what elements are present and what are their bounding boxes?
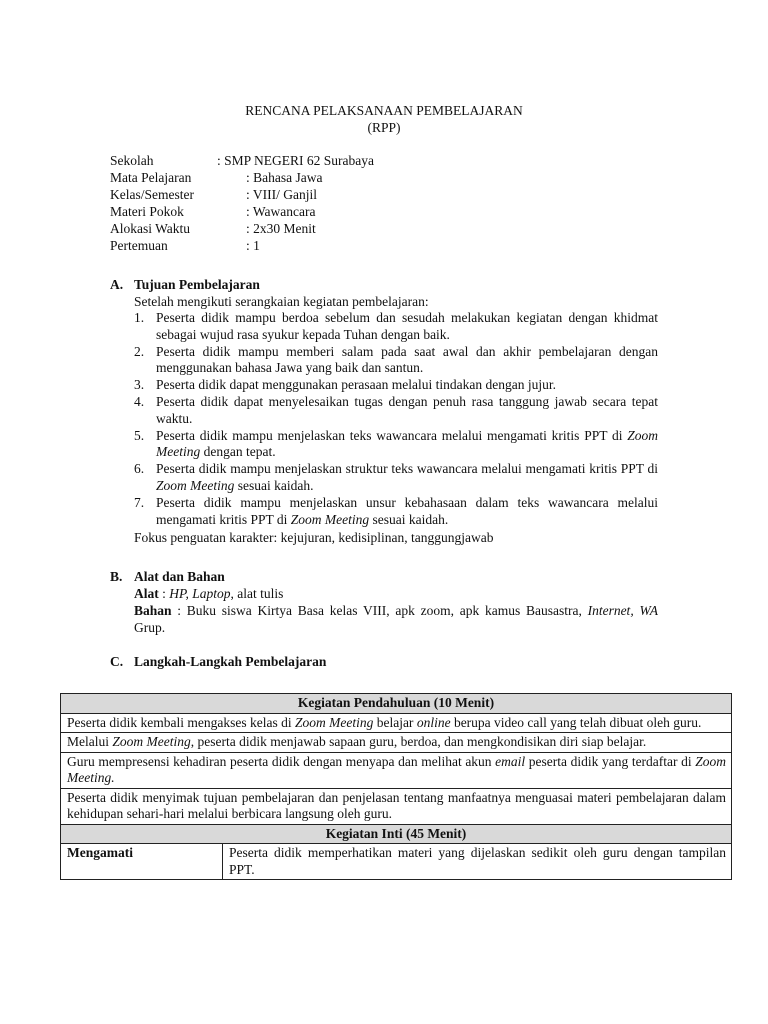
info-label: Sekolah bbox=[110, 153, 154, 168]
list-item bbox=[134, 377, 658, 394]
list-number: 2. bbox=[134, 343, 145, 359]
cell-text: Peserta didik kembali mengakses kelas di bbox=[67, 714, 295, 730]
cell-italic: email bbox=[495, 753, 526, 769]
activity-description: Peserta didik memperhatikan materi yang dijelaskan sedikit oleh guru dengan tampilan PPT. bbox=[223, 844, 732, 880]
info-value: : SMP NEGERI 62 Surabaya bbox=[217, 153, 374, 168]
info-label: Kelas/Semester bbox=[110, 187, 194, 202]
goal-text-italic: Zoom Meeting bbox=[290, 511, 370, 527]
goal-text: sesuai kaidah. bbox=[369, 511, 449, 527]
goal-text: Peserta didik mampu menjelaskan unsur kebahasaan dalam teks wawancara melalui mengamati kritis PPT di bbox=[156, 494, 658, 527]
list-number: 5. bbox=[134, 427, 145, 443]
info-label: Mata Pelajaran bbox=[110, 170, 192, 185]
goal-text: Peserta didik dapat menggunakan perasaan melalui tindakan dengan jujur. bbox=[156, 377, 556, 393]
cell-text: , peserta didik menjawab sapaan guru, berdoa, dan mengkondisikan diri siap belajar. bbox=[190, 734, 647, 749]
list-item bbox=[134, 461, 658, 495]
table-row bbox=[61, 733, 732, 753]
cell-italic: Zoom Meeting bbox=[294, 714, 374, 730]
section-letter: A. bbox=[110, 277, 124, 292]
list-item bbox=[134, 310, 658, 344]
section-c-heading bbox=[110, 654, 326, 671]
materials-italic: Internet, WA bbox=[587, 603, 658, 618]
section-a-intro: Setelah mengikuti serangkaian kegiatan pembelajaran: bbox=[134, 294, 429, 309]
goal-text: Peserta didik mampu memberi salam pada saat awal dan akhir pembelajaran dengan menggunakan bahasa Jawa yang baik dan santun. bbox=[156, 343, 658, 376]
section-a-heading bbox=[110, 277, 260, 294]
list-item bbox=[134, 394, 658, 428]
cell-text: Guru mempresensi kehadiran peserta didik dengan menyapa dan melihat akun bbox=[67, 753, 496, 769]
materials-line bbox=[134, 603, 658, 637]
section-letter: B. bbox=[110, 569, 123, 584]
table-cell bbox=[61, 752, 732, 788]
goal-text: sesuai kaidah. bbox=[234, 477, 314, 493]
section-title: Alat dan Bahan bbox=[134, 569, 225, 584]
table-row bbox=[61, 694, 732, 714]
cell-text: berupa video call yang telah dibuat oleh guru. bbox=[450, 714, 702, 730]
goal-text: Peserta didik mampu berdoa sebelum dan sesudah melakukan kegiatan dengan khidmat sebagai wujud rasa syukur kepada Tuhan dengan baik. bbox=[156, 310, 658, 342]
table-row bbox=[61, 752, 732, 788]
table-cell bbox=[61, 713, 732, 733]
list-number: 3. bbox=[134, 377, 145, 393]
document-subtitle: (RPP) bbox=[367, 120, 401, 135]
goal-text: Peserta didik dapat menyelesaikan tugas dengan penuh rasa tanggung jawab secara tepat waktu. bbox=[156, 393, 658, 426]
materials-text: : Buku siswa Kirtya Basa kelas VIII, apk zoom, apk kamus Bausastra, bbox=[171, 603, 588, 618]
cell-text: belajar bbox=[373, 714, 417, 730]
table-row bbox=[61, 824, 732, 844]
section-b-heading bbox=[110, 569, 225, 586]
table-header-pendahuluan: Kegiatan Pendahuluan (10 Menit) bbox=[61, 694, 732, 714]
table-row bbox=[61, 713, 732, 733]
goal-text: Peserta didik mampu menjelaskan teks wawancara melalui mengamati kritis PPT di bbox=[156, 427, 628, 443]
table-cell: Peserta didik menyimak tujuan pembelajaran dan penjelasan tentang manfaatnya menguasai materi pembelajaran dalam kehidupan sehari-hari melalui berbicara langsung oleh guru. bbox=[61, 788, 732, 824]
list-number: 1. bbox=[134, 310, 145, 325]
goal-text-italic: Zoom Meeting bbox=[156, 477, 235, 493]
info-label: Materi Pokok bbox=[110, 204, 184, 219]
cell-italic: Zoom Meeting. bbox=[67, 753, 727, 785]
section-title: Tujuan Pembelajaran bbox=[134, 277, 260, 292]
cell-text: peserta didik yang terdaftar di bbox=[525, 753, 696, 769]
tools-italic: HP, Laptop bbox=[169, 586, 231, 601]
info-label: Pertemuan bbox=[110, 238, 168, 253]
cell-italic: online bbox=[416, 714, 451, 730]
learning-steps-table bbox=[60, 693, 732, 880]
learning-goals-list bbox=[134, 310, 658, 528]
list-number: 4. bbox=[134, 393, 145, 409]
list-number: 7. bbox=[134, 494, 145, 510]
info-label: Alokasi Waktu bbox=[110, 221, 191, 236]
table-cell bbox=[61, 733, 732, 753]
materials-label: Bahan bbox=[134, 603, 172, 618]
cell-italic: Zoom Meeting bbox=[112, 734, 191, 749]
goal-text-italic: Zoom Meeting bbox=[156, 427, 658, 460]
section-letter: C. bbox=[110, 654, 124, 669]
tools-line bbox=[134, 586, 658, 603]
table-row bbox=[61, 844, 732, 880]
document-title: RENCANA PELAKSANAAN PEMBELAJARAN bbox=[245, 103, 523, 118]
cell-text: Melalui bbox=[67, 734, 113, 749]
info-value: : 1 bbox=[246, 238, 260, 253]
list-item bbox=[134, 428, 658, 462]
table-header-inti: Kegiatan Inti (45 Menit) bbox=[61, 824, 732, 844]
goal-text: Peserta didik mampu menjelaskan struktur teks wawancara melalui mengamati kritis PPT di bbox=[156, 461, 658, 477]
separator: : bbox=[158, 586, 170, 601]
materials-text: Grup. bbox=[134, 619, 166, 635]
info-value: : 2x30 Menit bbox=[246, 221, 316, 236]
section-title: Langkah-Langkah Pembelajaran bbox=[134, 654, 327, 669]
info-value: : Bahasa Jawa bbox=[246, 170, 323, 185]
character-focus: Fokus penguatan karakter: kejujuran, kedisiplinan, tanggungjawab bbox=[134, 530, 494, 545]
activity-label: Mengamati bbox=[61, 844, 223, 880]
info-value: : VIII/ Ganjil bbox=[246, 187, 317, 202]
list-item bbox=[134, 344, 658, 378]
goal-text: dengan tepat. bbox=[200, 444, 276, 460]
tools-label: Alat bbox=[134, 586, 159, 601]
table-row bbox=[61, 788, 732, 824]
list-number: 6. bbox=[134, 461, 145, 477]
info-value: : Wawancara bbox=[246, 204, 316, 219]
list-item bbox=[134, 495, 658, 529]
tools-text: , alat tulis bbox=[230, 586, 284, 601]
